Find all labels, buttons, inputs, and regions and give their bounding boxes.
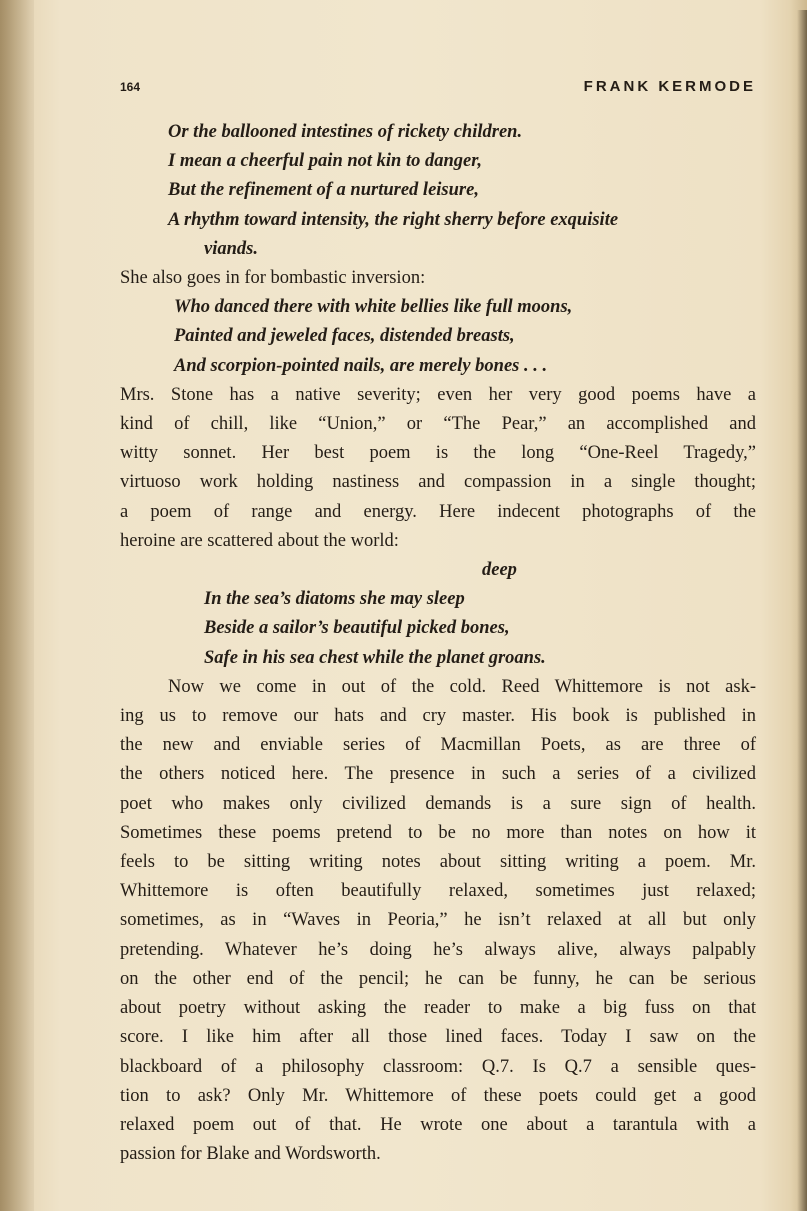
verse-line: deep (482, 560, 517, 581)
text-line: heroine are scattered about the world: (120, 530, 399, 551)
text-line: tion to ask? Only Mr. Whittemore of these poets could get a good (120, 1085, 756, 1106)
verse-line: Painted and jeweled faces, distended breasts, (174, 326, 515, 347)
text-line: Now we come in out of the cold. Reed Whittemore is not ask- (168, 676, 756, 697)
verse-quotation-1 (120, 118, 756, 264)
text-line: Whittemore is often beautifully relaxed, sometimes just relaxed; (120, 881, 756, 902)
paragraph-stone (120, 381, 756, 556)
page-edge-shadow (797, 10, 807, 1211)
text-line: relaxed poem out of that. He wrote one about a tarantula with a (120, 1114, 756, 1135)
text-line: pretending. Whatever he’s doing he’s always alive, always palpably (120, 939, 756, 960)
verse-line: I mean a cheerful pain not kin to danger, (168, 151, 483, 172)
text-line: ing us to remove our hats and cry master. His book is published in (120, 706, 756, 727)
verse-line: But the refinement of a nurtured leisure, (168, 180, 479, 201)
verse-line: In the sea’s diatoms she may sleep (204, 589, 465, 610)
binding-shadow (0, 0, 34, 1211)
verse-line: A rhythm toward intensity, the right sherry before exquisite (168, 209, 619, 230)
text-line: Sometimes these poems pretend to be no more than notes on how it (120, 822, 756, 843)
text-line: sometimes, as in “Waves in Peoria,” he isn’t relaxed at all but only (120, 910, 756, 931)
text-line: She also goes in for bombastic inversion: (120, 268, 426, 289)
text-line: score. I like him after all those lined faces. Today I saw on the (120, 1027, 756, 1048)
text-line: passion for Blake and Wordsworth. (120, 1144, 381, 1165)
text-line: the others noticed here. The presence in such a series of a civilized (120, 764, 756, 785)
text-line: poet who makes only civilized demands is a sure sign of health. (120, 793, 756, 814)
verse-line: Beside a sailor’s beautiful picked bones, (204, 618, 510, 639)
body-text (120, 118, 756, 1169)
text-line: on the other end of the pencil; he can be funny, he can be serious (120, 968, 756, 989)
text-line: witty sonnet. Her best poem is the long “One-Reel Tragedy,” (120, 443, 756, 464)
verse-quotation-3 (120, 556, 756, 673)
verse-line: viands. (204, 238, 258, 259)
text-line: about poetry without asking the reader to make a big fuss on that (120, 998, 756, 1019)
verse-line: Or the ballooned intestines of rickety children. (168, 122, 523, 142)
paragraph-inversion (120, 264, 756, 293)
running-head: FRANK KERMODE (583, 78, 756, 95)
verse-quotation-2 (120, 293, 756, 381)
paragraph-whittemore (120, 673, 756, 1169)
verse-line: Who danced there with white bellies like full moons, (174, 297, 573, 318)
text-line: virtuoso work holding nastiness and compassion in a single thought; (120, 472, 756, 493)
text-line: a poem of range and energy. Here indecent photographs of the (120, 501, 756, 522)
page-number: 164 (120, 80, 141, 94)
text-line: blackboard of a philosophy classroom: Q.7. Is Q.7 a sensible ques- (120, 1056, 756, 1077)
text-line: the new and enviable series of Macmillan Poets, as are three of (120, 735, 756, 756)
verse-line: Safe in his sea chest while the planet groans. (204, 647, 546, 668)
text-line: kind of chill, like “Union,” or “The Pear,” an accomplished and (120, 414, 756, 435)
verse-line: And scorpion-pointed nails, are merely bones . . . (174, 355, 548, 376)
text-line: Mrs. Stone has a native severity; even her very good poems have a (120, 384, 756, 405)
text-line: feels to be sitting writing notes about sitting writing a poem. Mr. (120, 852, 756, 873)
